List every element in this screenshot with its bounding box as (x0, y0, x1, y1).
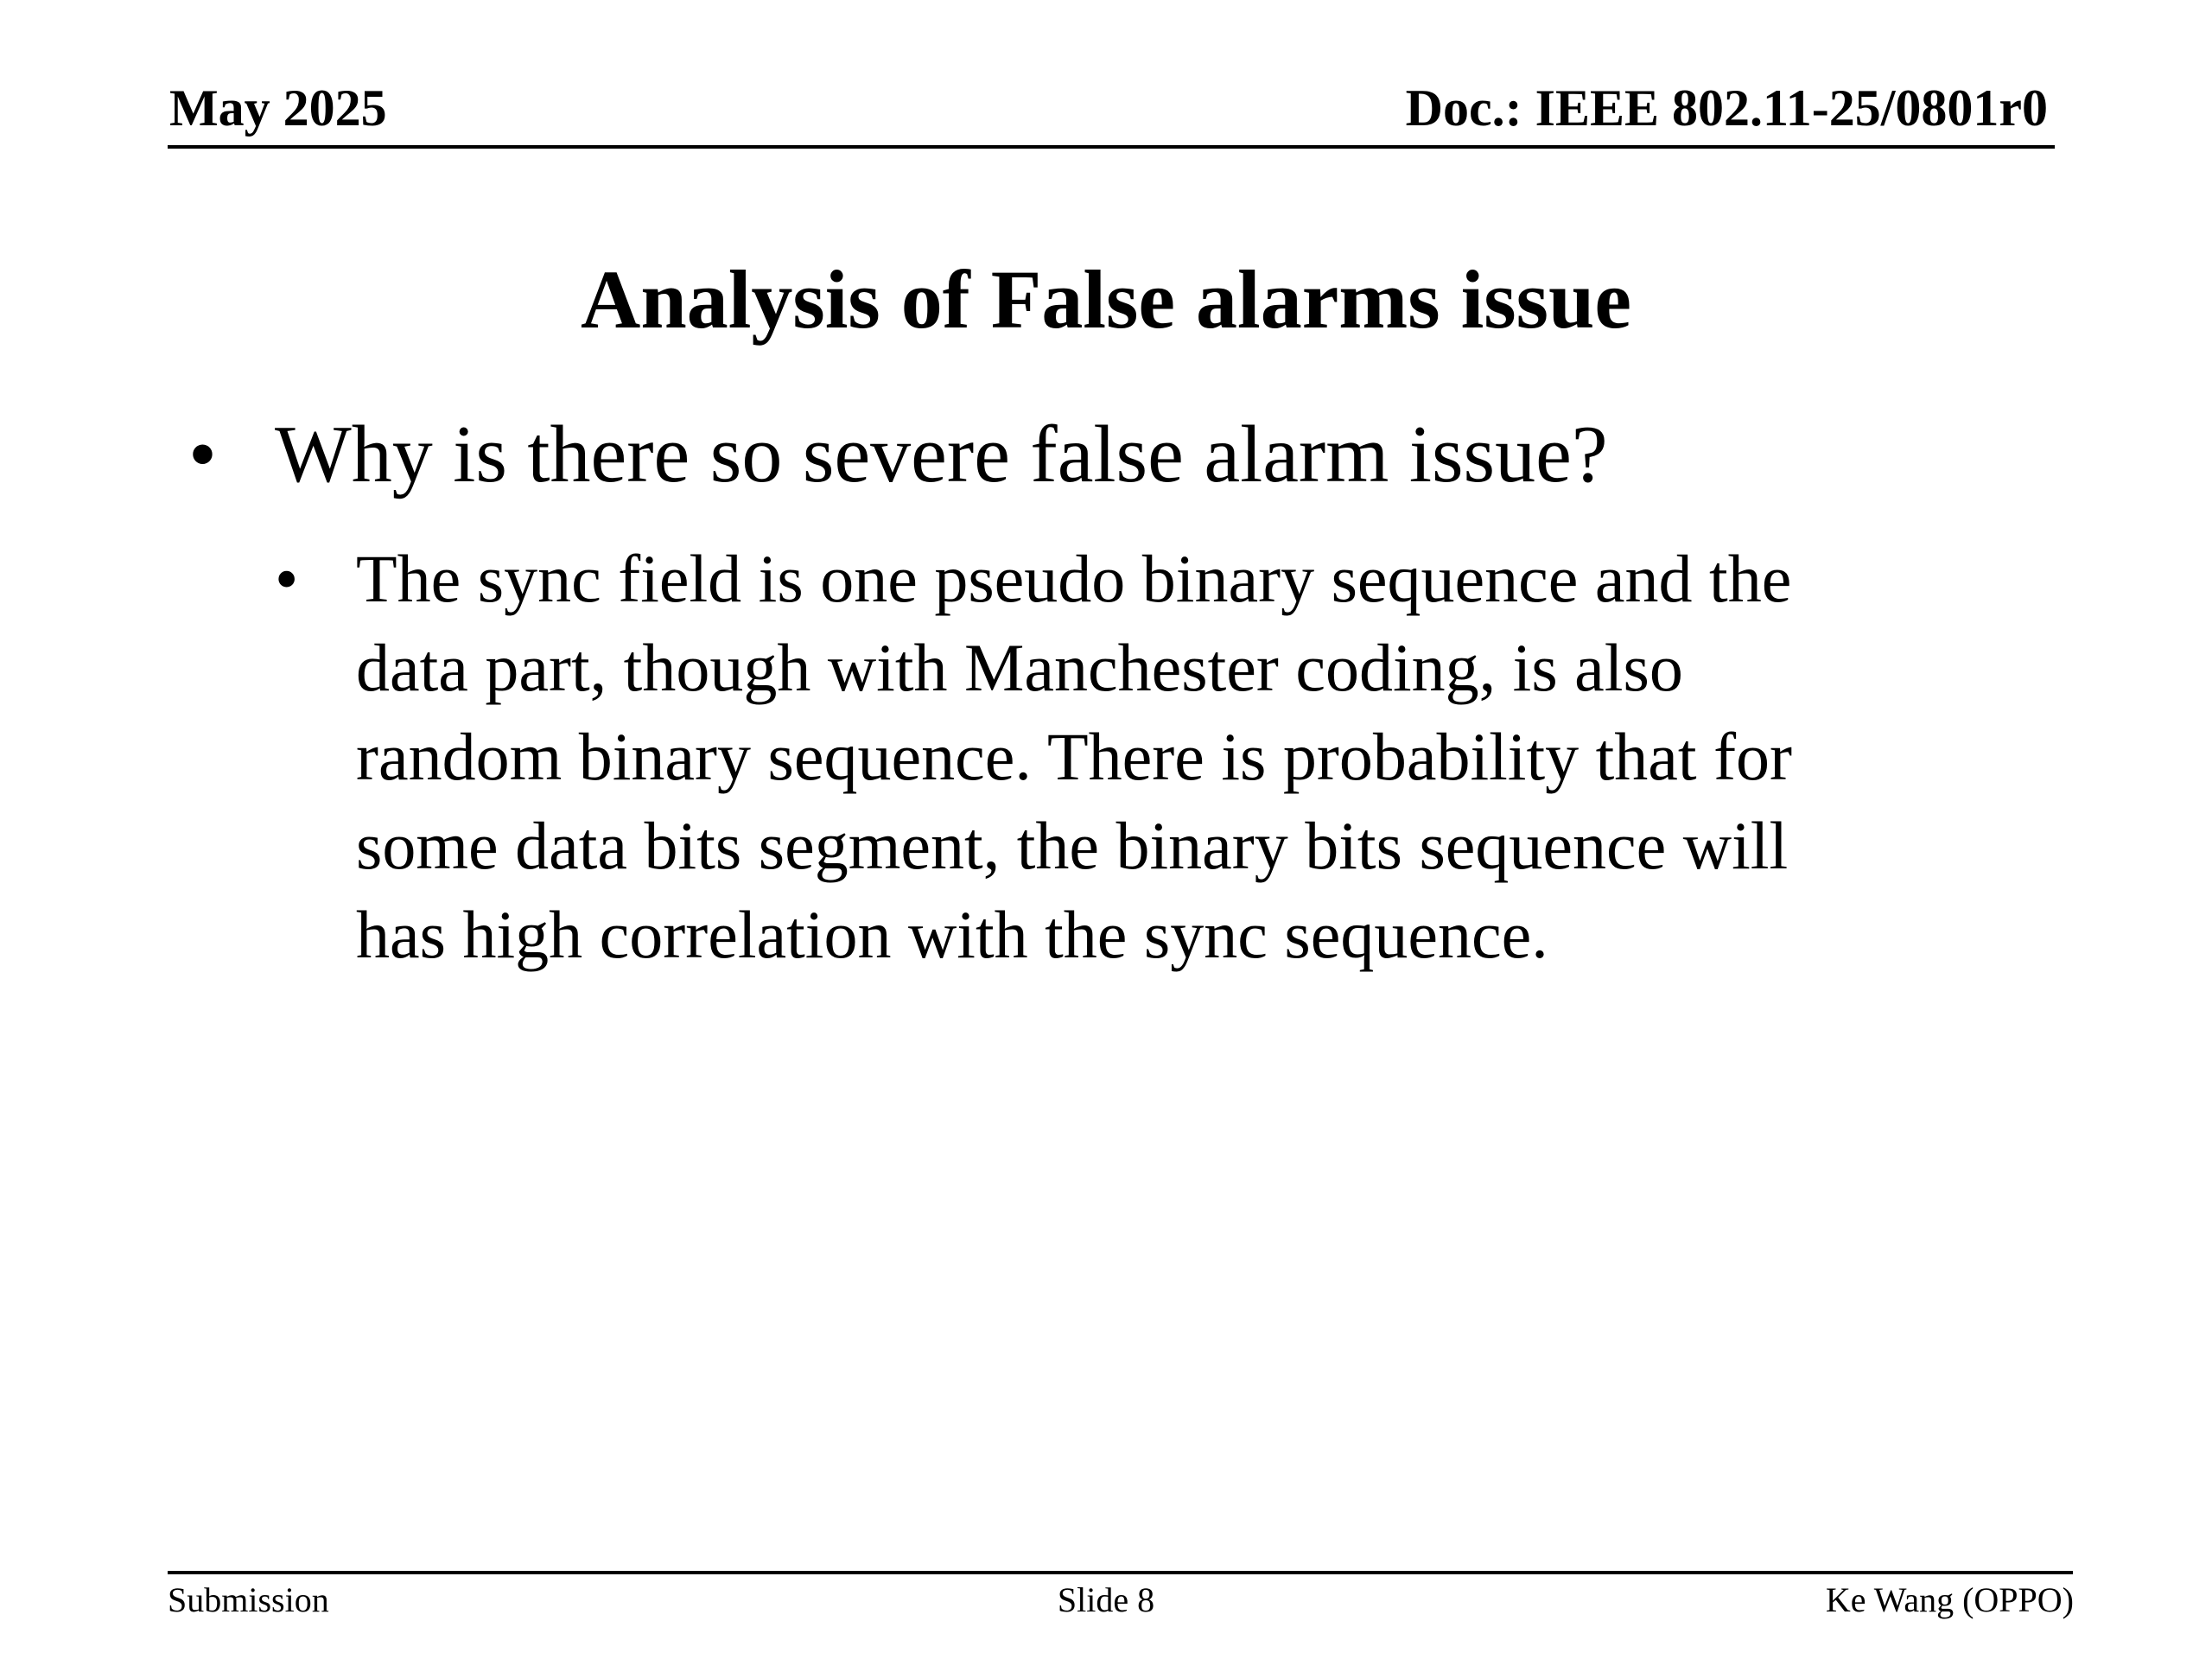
footer-author: Ke Wang (OPPO) (1825, 1580, 2074, 1619)
footer-submission: Submission (168, 1580, 329, 1619)
sub-bullet-line: random binary sequence. There is probability that for (356, 719, 1793, 794)
header-doc-id: Doc.: IEEE 802.11-25/0801r0 (1405, 79, 2048, 137)
sub-bullet-line: has high correlation with the sync sequence. (356, 897, 1548, 972)
footer-slide-number: Slide 8 (1057, 1580, 1155, 1619)
sub-bullet-line: data part, though with Manchester coding, is also (356, 630, 1683, 705)
slide-title: Analysis of False alarms issue (580, 253, 1632, 346)
sub-bullet-marker: • (275, 541, 299, 616)
footer-divider (168, 1571, 2073, 1574)
sub-bullet-text (356, 534, 1989, 979)
header-date: May 2025 (169, 79, 387, 137)
bullet-marker: • (188, 410, 217, 499)
sub-bullet-line: some data bits segment, the binary bits sequence will (356, 808, 1789, 883)
header-divider (168, 145, 2055, 149)
sub-bullet-line: The sync field is one pseudo binary sequence and the (356, 541, 1792, 616)
bullet-text: Why is there so severe false alarm issue? (275, 410, 1608, 499)
